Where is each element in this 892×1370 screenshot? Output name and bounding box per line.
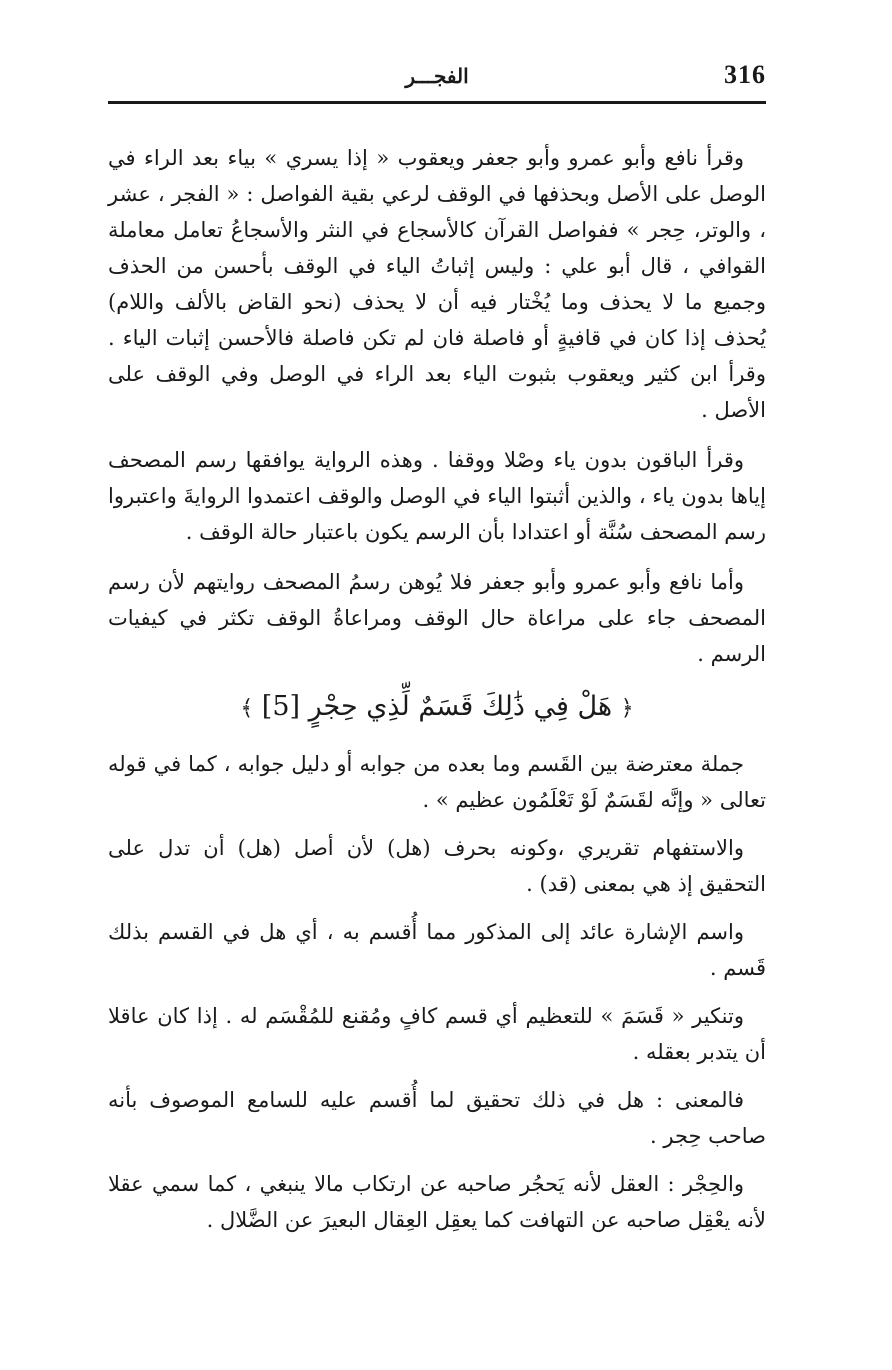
- paragraph-reading-variants: وقرأ نافع وأبو عمرو وأبو جعفر ويعقوب « إذا يسري » بياء بعد الراء في الوصل على الأصل وبحذفها في الوقف لرعي بقية الفواصل : « الفجر ، عشر ، والوتر، حِجر » ففواصل القرآن كالأسجاع في النثر والأسجاعُ تعامل معاملة القوافي ، قال أبو علي : وليس إثباتُ الياء في الوقف بأحسن من الحذف وجميع ما لا يحذف وما يُخْتار فيه أن لا يحذف (نحو القاض بالألف واللام) يُحذف إذا كان في قافيةٍ أو فاصلة فان لم تكن فاصلة فالأحسن إثبات الياء . وقرأ ابن كثير ويعقوب بثبوت الياء بعد الراء في الوصل وفي الوقف على الأصل .: [108, 146, 766, 422]
- header-rule: [108, 101, 766, 104]
- paragraph-indefinite-oath: وتنكير « قَسَمَ » للتعظيم أي قسم كافٍ ومُقنع للمُقْسَم له . إذا كان عاقلا أن يتدبر بعقله .: [108, 1004, 766, 1064]
- paragraph-remaining-readers: وقرأ الباقون بدون ياء وصْلا ووقفا . وهذه الرواية يوافقها رسم المصحف إياها بدون ياء ، والذين أثبتوا الياء في الوصل والوقف اعتمدوا الروايةَ واعتبروا رسم المصحف سُنَّة أو اعتدادا بأن الرسم يكون باعتبار حالة الوقف .: [108, 448, 766, 544]
- paragraph-parenthetical-clause: جملة معترضة بين القَسم وما بعده من جوابه أو دليل جوابه ، كما في قوله تعالى « وإنَّه لقَسَمٌ لَوْ تَعْلَمُون عظيم » .: [108, 752, 766, 812]
- page-body: [108, 140, 766, 1250]
- paragraph-demonstrative: واسم الإشارة عائد إلى المذكور مما أُقسم به ، أي هل في القسم بذلك قَسم .: [108, 920, 766, 980]
- running-title: الفجـــر: [405, 64, 469, 88]
- paragraph-meaning: فالمعنى : هل في ذلك تحقيق لما أُقسم عليه للسامع الموصوف بأنه صاحب حِجر .: [108, 1088, 766, 1148]
- page-header: [108, 60, 766, 100]
- paragraph-nafi-reading: وأما نافع وأبو عمرو وأبو جعفر فلا يُوهن رسمُ المصحف روايتهم لأن رسم المصحف جاء على مراعاة حال الوقف ومراعاةُ الوقف تكثر في كيفيات الرسم .: [108, 570, 766, 666]
- verse-open-bracket: ﴿: [620, 696, 634, 721]
- page-number: 316: [724, 60, 766, 89]
- paragraph-interrogative: والاستفهام تقريري ،وكونه بحرف (هل) لأن أصل (هل) أن تدل على التحقيق إذ هي بمعنى (قد) .: [108, 836, 766, 896]
- verse-text: هَلْ فِي ذَٰلِكَ قَسَمٌ لِّذِي حِجْرٍ [5]: [261, 691, 613, 722]
- quran-verse: [108, 686, 766, 730]
- verse-close-bracket: ﴾: [240, 696, 254, 721]
- paragraph-hijr-definition: والحِجْر : العقل لأنه يَحجُر صاحبه عن ارتكاب مالا ينبغي ، كما سمي عقلا لأنه يعْقِل صاحبه عن التهافت كما يعقِل العِقال البعيرَ عن الضَّلال .: [108, 1172, 766, 1232]
